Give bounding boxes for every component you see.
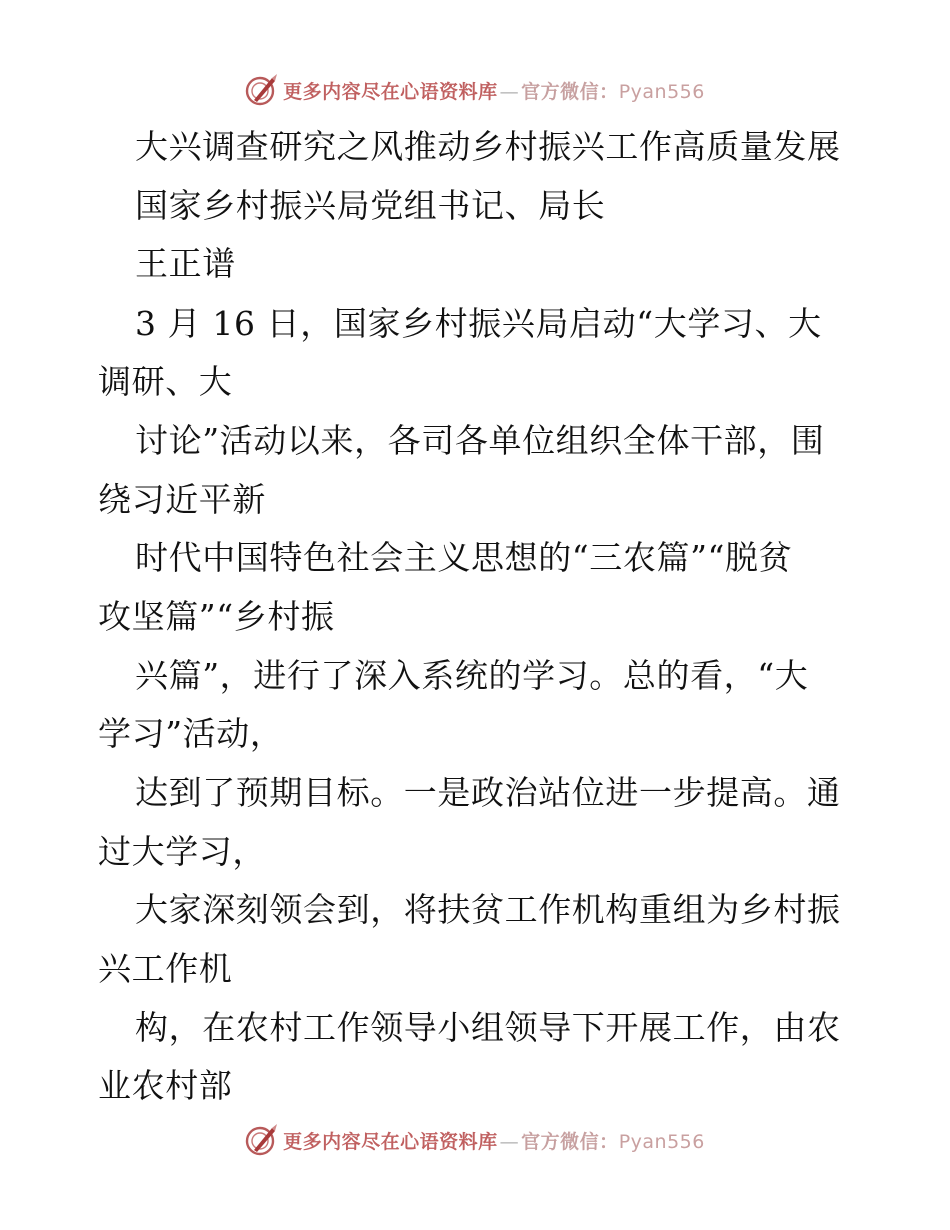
banner-text bbox=[283, 1127, 705, 1154]
paragraph-line: 构，在农村工作领导小组领导下开展工作，由农 bbox=[135, 1008, 841, 1047]
paragraph-line: 3 月 16 日，国家乡村振兴局启动“大学习、大 bbox=[135, 304, 822, 343]
paragraph-line: 过大学习， bbox=[98, 832, 266, 871]
document-title: 大兴调查研究之风推动乡村振兴工作高质量发展 bbox=[135, 127, 841, 166]
paragraph-line: 兴工作机 bbox=[98, 949, 233, 988]
paragraph-line: 学习”活动， bbox=[98, 714, 284, 753]
paragraph-line: 绕习近平新 bbox=[98, 480, 266, 519]
banner-prefix: 更多内容尽在心语资料库 bbox=[283, 1130, 498, 1153]
quill-pen-logo-icon bbox=[245, 1123, 279, 1157]
author-position: 国家乡村振兴局党组书记、局长 bbox=[135, 186, 606, 225]
banner-wechat-id: Pyan556 bbox=[618, 1130, 705, 1153]
quill-pen-logo-icon bbox=[245, 73, 279, 107]
paragraph-line: 时代中国特色社会主义思想的“三农篇”“脱贫 bbox=[135, 538, 793, 577]
banner-prefix: 更多内容尽在心语资料库 bbox=[283, 80, 498, 103]
banner-wechat-label: 官方微信： bbox=[521, 80, 619, 103]
author-name: 王正谱 bbox=[135, 244, 236, 283]
header-banner bbox=[0, 72, 950, 108]
paragraph-line: 调研、大 bbox=[98, 362, 233, 401]
banner-text bbox=[283, 77, 705, 104]
banner-wechat-label: 官方微信： bbox=[521, 1130, 619, 1153]
paragraph-line: 达到了预期目标。一是政治站位进一步提高。通 bbox=[135, 773, 841, 812]
footer-banner bbox=[0, 1122, 950, 1158]
paragraph-line: 讨论”活动以来，各司各单位组织全体干部，围 bbox=[135, 421, 825, 460]
banner-dash: — bbox=[499, 80, 520, 103]
paragraph-line: 业农村部 bbox=[98, 1066, 233, 1105]
banner-wechat-id: Pyan556 bbox=[618, 80, 705, 103]
paragraph-line: 兴篇”，进行了深入系统的学习。总的看，“大 bbox=[135, 656, 809, 695]
banner-dash: — bbox=[499, 1130, 520, 1153]
paragraph-line: 大家深刻领会到，将扶贫工作机构重组为乡村振 bbox=[135, 890, 841, 929]
paragraph-line: 攻坚篇”“乡村振 bbox=[98, 597, 335, 636]
